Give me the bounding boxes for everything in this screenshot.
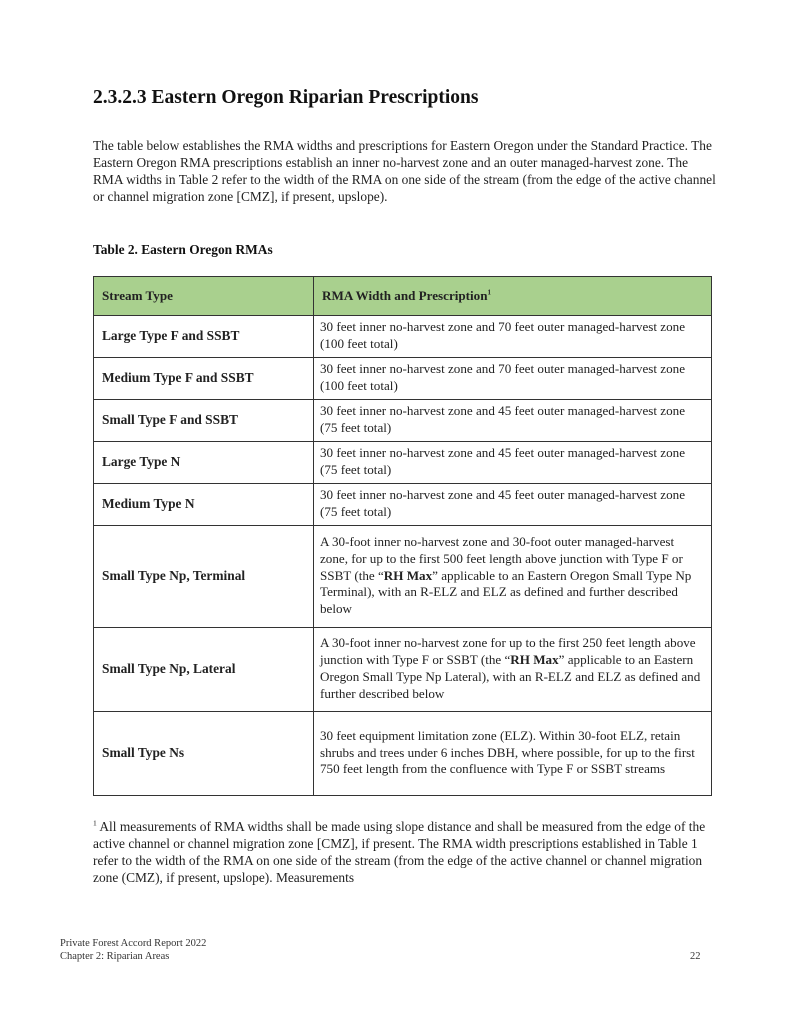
prescription-cell: 30 feet inner no-harvest zone and 45 feet outer managed-harvest zone (75 feet total): [314, 484, 712, 526]
footer-chapter: Chapter 2: Riparian Areas: [60, 950, 170, 962]
table-row: [94, 358, 712, 400]
prescription-cell: [314, 526, 712, 628]
stream-type-cell: Small Type Np, Terminal: [94, 526, 314, 628]
table-row: [94, 316, 712, 358]
stream-type-cell: Large Type F and SSBT: [94, 316, 314, 358]
rma-table: [93, 276, 712, 796]
stream-type-cell: Medium Type N: [94, 484, 314, 526]
header-stream-type: Stream Type: [94, 277, 314, 316]
table-row: [94, 484, 712, 526]
table-caption: Table 2. Eastern Oregon RMAs: [93, 242, 273, 257]
prescription-text: ” applicable to an Eastern Oregon Small Type Np Terminal), with an R-ELZ and ELZ as defined and further described below: [320, 567, 692, 617]
prescription-cell: 30 feet equipment limitation zone (ELZ). Within 30-foot ELZ, retain shrubs and trees under 6 inches DBH, where possible, for up to the first 750 feet length from the confluence with Type F or SSBT streams: [314, 712, 712, 796]
footnote-number: 1: [93, 818, 97, 828]
prescription-text: ” applicable to an Eastern Oregon Small Type Np Lateral), with an R-ELZ and ELZ as defined and further described below: [320, 652, 701, 701]
stream-type-cell: Small Type Np, Lateral: [94, 628, 314, 712]
table-row: [94, 526, 712, 628]
intro-paragraph: The table below establishes the RMA widths and prescriptions for Eastern Oregon under the Standard Practice. The Eastern Oregon RMA prescriptions establish an inner no-harvest zone and an outer managed-harvest zone. The RMA widths in Table 2 refer to the width of the RMA on one side of the stream (from the edge of the active channel or channel migration zone [CMZ], if present, upslope).: [93, 138, 716, 205]
footer-report-title: Private Forest Accord Report 2022: [60, 938, 207, 949]
table-row: [94, 712, 712, 796]
prescription-cell: 30 feet inner no-harvest zone and 70 feet outer managed-harvest zone (100 feet total): [314, 358, 712, 400]
header-prescription-label: RMA Width and Prescription: [322, 287, 488, 303]
table-row: [94, 442, 712, 484]
section-heading: 2.3.2.3 Eastern Oregon Riparian Prescriptions: [93, 87, 479, 108]
header-prescription: [314, 277, 712, 316]
rh-max-term: RH Max: [510, 652, 559, 668]
footnote-marker: 1: [487, 288, 492, 297]
table-row: [94, 628, 712, 712]
table-row: [94, 400, 712, 442]
prescription-cell: 30 feet inner no-harvest zone and 45 feet outer managed-harvest zone (75 feet total): [314, 442, 712, 484]
footnote-text: All measurements of RMA widths shall be made using slope distance and shall be measured from the edge of the active channel or channel migration zone [CMZ], if present. The RMA width prescriptions established in Table 1 refer to the width of the RMA on one side of the stream (from the edge of the active channel or channel migration zone (CMZ), if present, upslope). Measurements: [93, 819, 706, 886]
rh-max-term: RH Max: [383, 567, 433, 583]
footnote: [93, 818, 713, 886]
stream-type-cell: Small Type Ns: [94, 712, 314, 796]
prescription-cell: [314, 628, 712, 712]
page-footer: [60, 938, 206, 963]
prescription-text: A 30-foot inner no-harvest zone and 30-foot outer managed-harvest zone, for up to the first 500 feet length above junction with Type F or SSBT (the “: [320, 533, 683, 583]
table-header-row: [94, 277, 712, 316]
prescription-cell: 30 feet inner no-harvest zone and 70 feet outer managed-harvest zone (100 feet total): [314, 316, 712, 358]
prescription-cell: 30 feet inner no-harvest zone and 45 feet outer managed-harvest zone (75 feet total): [314, 400, 712, 442]
stream-type-cell: Medium Type F and SSBT: [94, 358, 314, 400]
prescription-text: A 30-foot inner no-harvest zone for up to the first 250 feet length above junction with Type F or SSBT (the “: [320, 635, 696, 668]
stream-type-cell: Small Type F and SSBT: [94, 400, 314, 442]
page-number: 22: [690, 951, 701, 962]
stream-type-cell: Large Type N: [94, 442, 314, 484]
